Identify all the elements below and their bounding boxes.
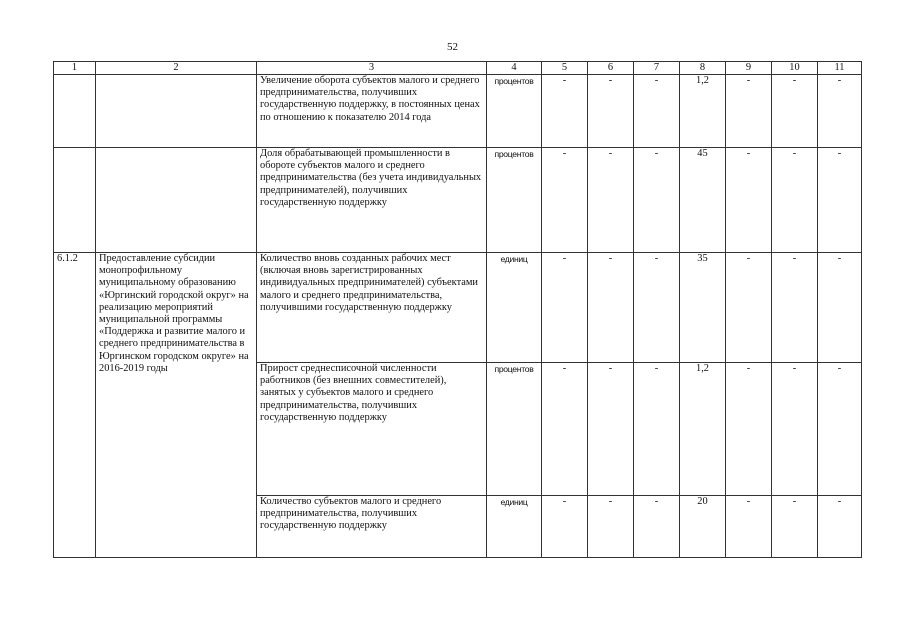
value-cell: - — [542, 253, 588, 363]
value-cell: - — [634, 496, 680, 558]
value-cell: - — [772, 253, 818, 363]
column-header: 11 — [818, 62, 862, 75]
unit-cell: единиц — [487, 253, 542, 363]
value-cell: - — [772, 148, 818, 253]
value-cell: - — [818, 363, 862, 496]
value-cell: 20 — [680, 496, 726, 558]
value-cell: - — [588, 496, 634, 558]
value-cell: - — [634, 148, 680, 253]
unit-cell: единиц — [487, 496, 542, 558]
value-cell: - — [818, 148, 862, 253]
page-number: 52 — [447, 41, 458, 53]
event-name-cell-empty — [96, 148, 257, 253]
value-cell: - — [818, 75, 862, 148]
value-cell: - — [542, 496, 588, 558]
unit-cell: процентов — [487, 363, 542, 496]
indicator-cell: Количество субъектов малого и среднего предпринимательства, получивших государственную поддержку — [257, 496, 487, 558]
column-header: 1 — [54, 62, 96, 75]
value-cell: - — [588, 148, 634, 253]
value-cell: - — [726, 75, 772, 148]
value-cell: - — [634, 75, 680, 148]
column-header: 6 — [588, 62, 634, 75]
indicator-cell: Прирост среднесписочной численности работников (без внешних совместителей), занятых у субъектов малого и среднего предпринимательства, получивших государственную поддержку — [257, 363, 487, 496]
value-cell: - — [772, 496, 818, 558]
value-cell: 45 — [680, 148, 726, 253]
value-cell: - — [542, 148, 588, 253]
value-cell: - — [818, 496, 862, 558]
event-name-cell-empty — [96, 75, 257, 148]
column-header: 3 — [257, 62, 487, 75]
unit-cell: процентов — [487, 148, 542, 253]
table-row — [54, 75, 862, 148]
value-cell: - — [726, 496, 772, 558]
value-cell: - — [588, 253, 634, 363]
value-cell: - — [588, 363, 634, 496]
value-cell: - — [726, 253, 772, 363]
event-number: 6.1.2 — [54, 253, 96, 558]
column-header: 9 — [726, 62, 772, 75]
event-name: Предоставление субсидии монопрофильному муниципальному образованию «Юргинский городской округ» на реализацию мероприятий муниципальной программы «Поддержка и развитие малого и среднего предпринимательства в Юргинском городском округе» на 2016-2019 годы — [96, 253, 257, 558]
event-number-cell-empty — [54, 75, 96, 148]
value-cell: 1,2 — [680, 363, 726, 496]
value-cell: - — [542, 363, 588, 496]
indicator-cell: Увеличение оборота субъектов малого и среднего предпринимательства, получивших государственную поддержку, в постоянных ценах по отношению к показателю 2014 года — [257, 75, 487, 148]
column-header: 10 — [772, 62, 818, 75]
value-cell: - — [634, 253, 680, 363]
value-cell: 35 — [680, 253, 726, 363]
indicator-cell: Доля обрабатывающей промышленности в обороте субъектов малого и среднего предпринимательства (без учета индивидуальных предпринимателей), получивших государственную поддержку — [257, 148, 487, 253]
value-cell: 1,2 — [680, 75, 726, 148]
indicator-cell: Количество вновь созданных рабочих мест (включая вновь зарегистрированных индивидуальных предпринимателей) субъектами малого и среднего предпринимательства, получившими государственную поддержку — [257, 253, 487, 363]
indicators-table — [53, 61, 862, 558]
column-header: 5 — [542, 62, 588, 75]
column-header: 4 — [487, 62, 542, 75]
value-cell: - — [588, 75, 634, 148]
event-number-cell-empty — [54, 148, 96, 253]
value-cell: - — [726, 148, 772, 253]
value-cell: - — [772, 363, 818, 496]
column-header: 2 — [96, 62, 257, 75]
column-numbers-row — [54, 62, 862, 75]
value-cell: - — [726, 363, 772, 496]
table-row — [54, 148, 862, 253]
column-header: 7 — [634, 62, 680, 75]
value-cell: - — [542, 75, 588, 148]
value-cell: - — [772, 75, 818, 148]
value-cell: - — [634, 363, 680, 496]
table-row — [54, 253, 862, 363]
value-cell: - — [818, 253, 862, 363]
unit-cell: процентов — [487, 75, 542, 148]
column-header: 8 — [680, 62, 726, 75]
